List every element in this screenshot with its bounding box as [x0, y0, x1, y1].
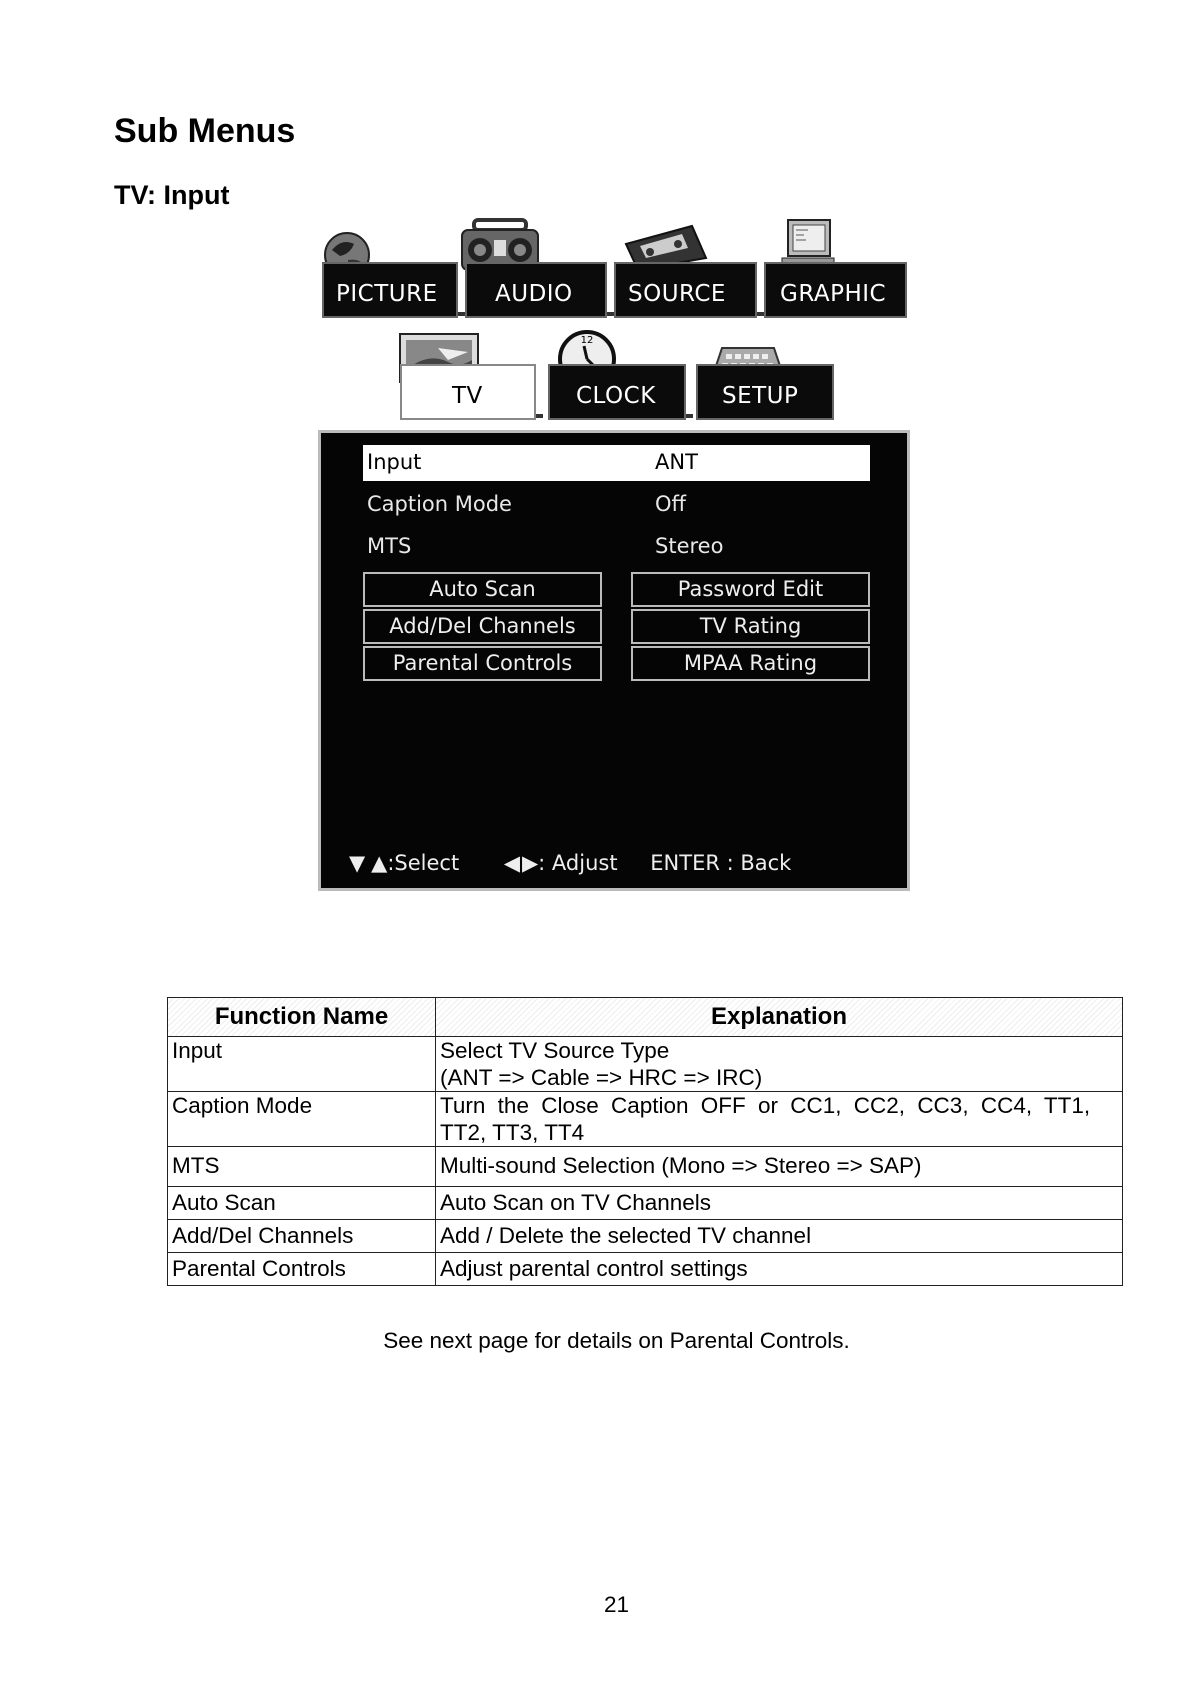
- osd-row-mts[interactable]: MTS Stereo: [367, 534, 724, 558]
- table-row: [168, 1037, 1123, 1092]
- tab-connector: [458, 312, 465, 316]
- section-heading: TV: Input: [114, 180, 230, 210]
- add-del-channels-button[interactable]: Add/Del Channels: [363, 609, 602, 644]
- column-header-function-name: Function Name: [168, 998, 436, 1037]
- tab-connector: [757, 312, 764, 316]
- tab-connector: [686, 414, 693, 418]
- column-header-explanation: Explanation: [436, 998, 1123, 1037]
- parental-controls-button[interactable]: Parental Controls: [363, 646, 602, 681]
- function-name-cell: MTS: [168, 1147, 436, 1187]
- tab-tv[interactable]: TV: [400, 364, 536, 420]
- arrow-right-icon: ▶: [522, 851, 539, 875]
- function-name-cell: Auto Scan: [168, 1187, 436, 1220]
- arrow-down-icon: ▼: [349, 851, 366, 875]
- function-name-cell: Parental Controls: [168, 1253, 436, 1286]
- table-header-row: [168, 998, 1123, 1037]
- osd-help-bar: ▼ ▲:Select ◀▶: Adjust ENTER : Back: [349, 851, 792, 875]
- tab-graphic[interactable]: GRAPHIC: [764, 262, 907, 318]
- table-row: [168, 1092, 1123, 1147]
- tab-connector: [607, 312, 614, 316]
- table-row: [168, 1187, 1123, 1220]
- arrow-up-icon: ▲: [371, 851, 388, 875]
- osd-menu-panel: [318, 430, 910, 891]
- function-table: [167, 997, 1123, 1286]
- tv-rating-button[interactable]: TV Rating: [631, 609, 870, 644]
- explanation-cell: Adjust parental control settings: [436, 1253, 1123, 1286]
- function-name-cell: Input: [168, 1037, 436, 1092]
- table-row: [168, 1253, 1123, 1286]
- tab-setup[interactable]: SETUP: [696, 364, 834, 420]
- tab-connector: [536, 414, 543, 418]
- svg-text:12: 12: [580, 335, 594, 346]
- osd-row-caption-mode[interactable]: Caption Mode Off: [367, 492, 686, 516]
- explanation-cell: Select TV Source Type (ANT => Cable => HRC => IRC): [436, 1037, 1123, 1092]
- explanation-cell: Add / Delete the selected TV channel: [436, 1220, 1123, 1253]
- explanation-cell: Auto Scan on TV Channels: [436, 1187, 1123, 1220]
- footnote: See next page for details on Parental Controls.: [383, 1328, 850, 1353]
- password-edit-button[interactable]: Password Edit: [631, 572, 870, 607]
- explanation-cell: Multi-sound Selection (Mono => Stereo => SAP): [436, 1147, 1123, 1187]
- explanation-cell: Turn the Close Caption OFF or CC1, CC2, CC3, CC4, TT1, TT2, TT3, TT4: [436, 1092, 1123, 1147]
- page-number: 21: [603, 1592, 630, 1617]
- table-row: [168, 1147, 1123, 1187]
- tab-source[interactable]: SOURCE: [614, 262, 757, 318]
- arrow-left-icon: ◀: [503, 851, 521, 875]
- tab-picture[interactable]: PICTURE: [322, 262, 458, 318]
- auto-scan-button[interactable]: Auto Scan: [363, 572, 602, 607]
- table-row: [168, 1220, 1123, 1253]
- page-heading: Sub Menus: [114, 112, 296, 150]
- osd-row-input[interactable]: Input ANT: [363, 445, 870, 481]
- function-name-cell: Add/Del Channels: [168, 1220, 436, 1253]
- tab-clock[interactable]: CLOCK: [548, 364, 686, 420]
- function-name-cell: Caption Mode: [168, 1092, 436, 1147]
- mpaa-rating-button[interactable]: MPAA Rating: [631, 646, 870, 681]
- tab-audio[interactable]: AUDIO: [465, 262, 607, 318]
